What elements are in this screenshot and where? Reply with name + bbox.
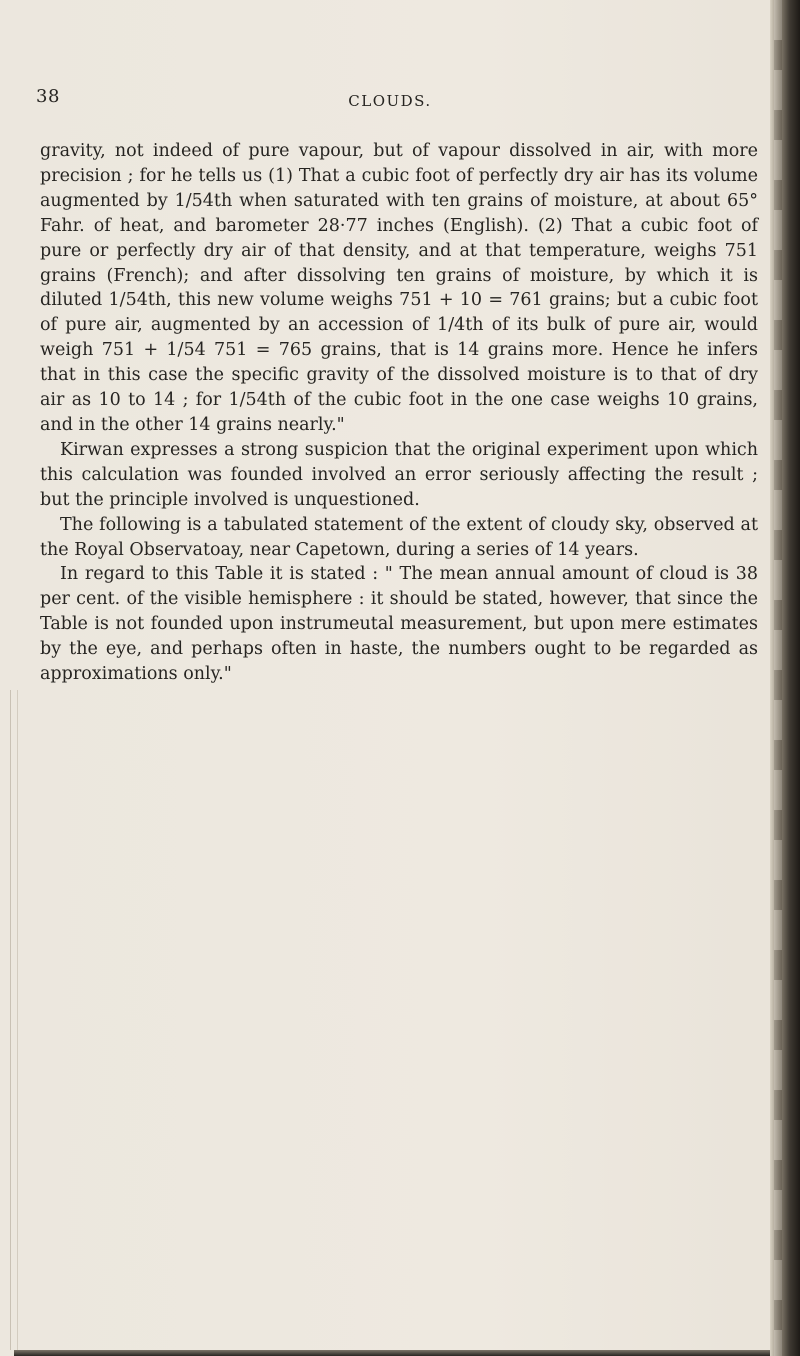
paragraph-table-intro: The following is a tabulated statement of the extent of cloudy sky, observed at the Royal Observatoay, near Capetown, during a series of 14 years. bbox=[40, 514, 758, 560]
running-head: CLOUDS. bbox=[348, 92, 432, 110]
paragraph-continued: gravity, not indeed of pure vapour, but of vapour dissolved in air, with more precision ; for he tells us (1) That a cubic foot of perfectly dry air has its volume augmented by 1/54th when saturated with ten grains of moisture, at about 65° Fahr. of heat, and barometer 28·77 inches (English). (2) That a cubic foot of pure or perfectly dry air of that density, and at that temperature, weighs 751 grains (French); and after dissolving ten grains of moisture, by which it is diluted 1/54th, this new volume weighs 751 + 10 = 761 grains; but a cubic foot of pure air, augmented by an accession of 1/4th of its bulk of pure air, would weigh 751 + 1/54 751 = 765 grains, that is 14 grains more. Hence he infers that in this case the specific gravity of the dissolved moisture is to that of dry air as 10 to 14 ; for 1/54th of the cubic foot in the one case weighs 10 grains, and in the other 14 grains nearly." bbox=[40, 141, 758, 435]
page-left-edge bbox=[10, 690, 41, 1350]
paragraph-table-note: In regard to this Table it is stated : " The mean annual amount of cloud is 38 per cent. of the visible hemisphere : it should be stated, however, that since the Table is not founded upon instrumeutal measurement, but upon mere estimates by the eye, and perhaps often in haste, the numbers ought to be regarded as approximations only." bbox=[40, 564, 758, 685]
body-text bbox=[40, 139, 758, 687]
paragraph-kirwan: Kirwan expresses a strong suspicion that the original experiment upon which this calculation was founded involved an error seriously affecting the result ; but the principle involved is unquestioned. bbox=[40, 439, 758, 510]
page-bottom-edge bbox=[14, 1350, 770, 1356]
binding-edge bbox=[770, 0, 800, 1356]
page-number: 38 bbox=[36, 86, 60, 107]
